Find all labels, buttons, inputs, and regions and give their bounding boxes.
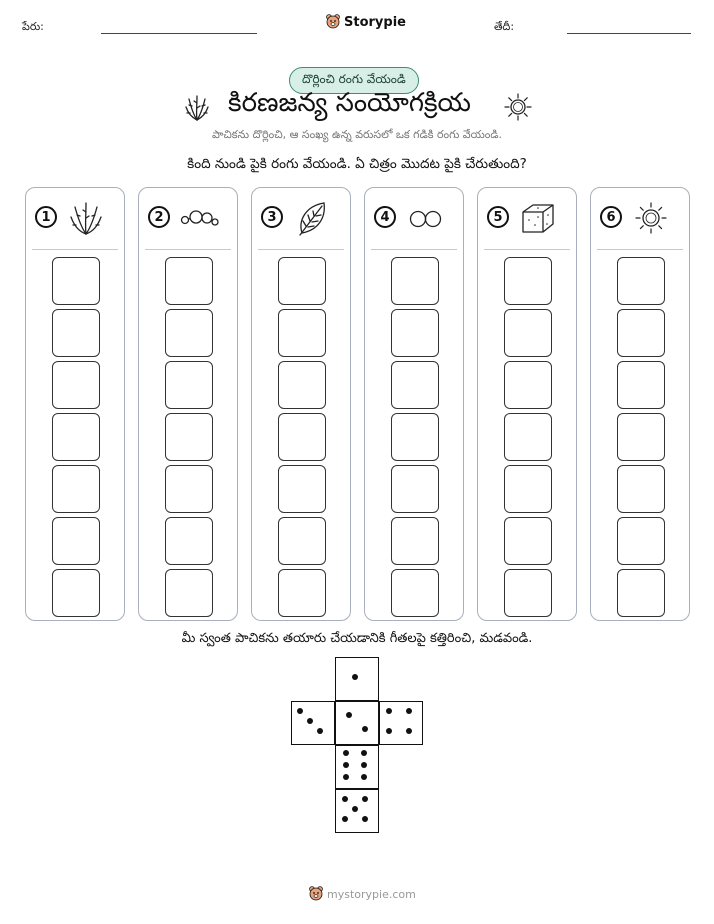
column-divider	[597, 249, 683, 250]
dice-face-6	[335, 745, 379, 789]
color-box[interactable]	[52, 465, 100, 513]
color-box[interactable]	[278, 309, 326, 357]
dice-pip	[362, 796, 368, 802]
color-box[interactable]	[278, 517, 326, 565]
color-box[interactable]	[391, 517, 439, 565]
color-box[interactable]	[617, 309, 665, 357]
dice-face-2	[335, 701, 379, 745]
color-box[interactable]	[278, 413, 326, 461]
color-box[interactable]	[391, 257, 439, 305]
dice-pip	[343, 750, 349, 756]
color-box[interactable]	[278, 361, 326, 409]
column-header	[252, 188, 350, 248]
column-header	[139, 188, 237, 248]
dice-column-2	[138, 187, 238, 621]
column-number: 6	[600, 206, 622, 228]
column-number: 3	[261, 206, 283, 228]
oxygen-molecule-icon	[405, 200, 445, 236]
color-box[interactable]	[165, 465, 213, 513]
column-divider	[258, 249, 344, 250]
column-header	[365, 188, 463, 248]
dice-pip	[346, 712, 352, 718]
sun-icon	[504, 93, 532, 121]
color-box[interactable]	[52, 257, 100, 305]
cut-instruction: మీ స్వంత పాచికను తయారు చేయడానికి గీతలపై కత్తిరించి, మడవండి.	[181, 631, 533, 646]
molecule-chain-icon	[179, 200, 219, 236]
dice-pip	[362, 726, 368, 732]
dice-pip	[343, 774, 349, 780]
color-box[interactable]	[165, 257, 213, 305]
brand-logo	[326, 14, 406, 30]
color-box[interactable]	[391, 309, 439, 357]
dice-face-1	[335, 657, 379, 701]
dice-column-5	[477, 187, 577, 621]
bear-mascot-icon	[326, 14, 340, 30]
dice-pip	[297, 708, 303, 714]
dice-pip	[386, 728, 392, 734]
column-header	[478, 188, 576, 248]
color-box[interactable]	[504, 257, 552, 305]
footer-url[interactable]: mystorypie.com	[327, 887, 416, 901]
color-box[interactable]	[504, 569, 552, 617]
color-box[interactable]	[165, 517, 213, 565]
color-box[interactable]	[278, 465, 326, 513]
dice-pip	[317, 728, 323, 734]
instruction-text: కింది నుండి పైకి రంగు వేయండి. ఏ చిత్రం మొదట పైకి చేరుతుంది?	[187, 156, 527, 172]
color-box[interactable]	[391, 361, 439, 409]
color-box[interactable]	[504, 361, 552, 409]
dice-pip	[361, 762, 367, 768]
color-box[interactable]	[278, 257, 326, 305]
column-number: 5	[487, 206, 509, 228]
dice-face-5	[335, 789, 379, 833]
bear-mascot-icon	[309, 886, 323, 902]
dice-face-3	[291, 701, 335, 745]
color-box[interactable]	[617, 517, 665, 565]
dice-pip	[307, 718, 313, 724]
color-box[interactable]	[504, 465, 552, 513]
dice-pip	[406, 728, 412, 734]
dice-pip	[343, 762, 349, 768]
column-number: 2	[148, 206, 170, 228]
leaf-icon	[292, 200, 332, 236]
color-box[interactable]	[278, 569, 326, 617]
color-box[interactable]	[391, 465, 439, 513]
column-divider	[484, 249, 570, 250]
color-box[interactable]	[617, 413, 665, 461]
name-label: పేరు:	[22, 20, 44, 33]
dice-face-4	[379, 701, 423, 745]
seaweed-icon	[66, 200, 106, 236]
color-box[interactable]	[617, 569, 665, 617]
color-box[interactable]	[52, 569, 100, 617]
color-box[interactable]	[504, 309, 552, 357]
dice-pip	[342, 816, 348, 822]
column-divider	[371, 249, 457, 250]
color-box[interactable]	[617, 361, 665, 409]
column-header	[591, 188, 689, 248]
brand-name: Storypie	[344, 14, 406, 30]
dice-pip	[352, 806, 358, 812]
color-box[interactable]	[617, 465, 665, 513]
sugar-cube-icon	[518, 200, 558, 236]
activity-badge: దొర్లించి రంగు వేయండి	[289, 67, 419, 94]
color-box[interactable]	[504, 517, 552, 565]
date-line[interactable]	[567, 33, 691, 34]
page-subtitle: పాచికను దొర్లించి, ఆ సంఖ్య ఉన్న వరుసలో ఒక గడికి రంగు వేయండి.	[212, 128, 502, 141]
dice-race-grid	[25, 187, 690, 623]
footer	[309, 886, 416, 902]
color-box[interactable]	[165, 413, 213, 461]
dice-column-6	[590, 187, 690, 621]
name-line[interactable]	[101, 33, 257, 34]
dice-column-4	[364, 187, 464, 621]
column-divider	[145, 249, 231, 250]
color-box[interactable]	[52, 361, 100, 409]
page-title: కిరణజన్య సంయోగక్రియ	[228, 88, 471, 118]
dice-column-1	[25, 187, 125, 621]
color-box[interactable]	[165, 361, 213, 409]
dice-pip	[361, 774, 367, 780]
dice-pip	[406, 708, 412, 714]
color-box[interactable]	[52, 413, 100, 461]
sun-icon	[631, 200, 671, 236]
color-box[interactable]	[52, 517, 100, 565]
color-box[interactable]	[504, 413, 552, 461]
dice-column-3	[251, 187, 351, 621]
color-box[interactable]	[165, 569, 213, 617]
column-number: 1	[35, 206, 57, 228]
column-header	[26, 188, 124, 248]
date-label: తేదీ:	[494, 20, 515, 33]
dice-pip	[342, 796, 348, 802]
color-box[interactable]	[391, 569, 439, 617]
dice-pip	[362, 816, 368, 822]
column-divider	[32, 249, 118, 250]
dice-pip	[352, 674, 358, 680]
color-box[interactable]	[391, 413, 439, 461]
column-number: 4	[374, 206, 396, 228]
dice-pip	[361, 750, 367, 756]
color-box[interactable]	[52, 309, 100, 357]
dice-pip	[386, 708, 392, 714]
color-box[interactable]	[617, 257, 665, 305]
color-box[interactable]	[165, 309, 213, 357]
seaweed-icon	[184, 93, 210, 121]
